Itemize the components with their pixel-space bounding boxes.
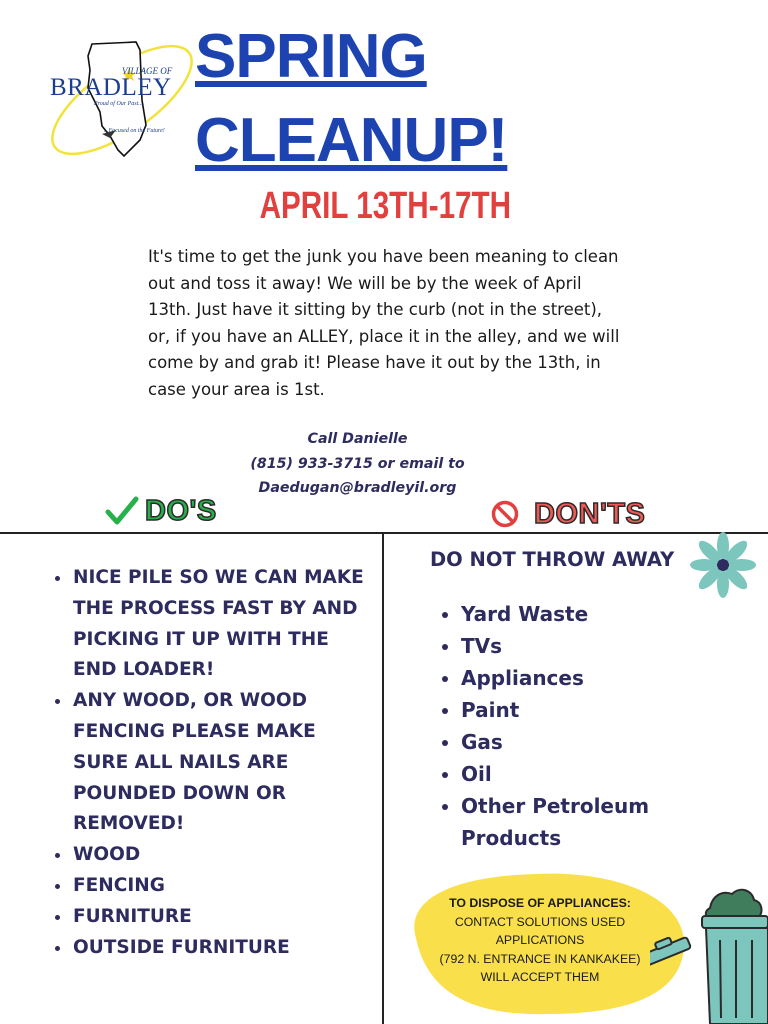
list-item: • Paint: [461, 694, 721, 726]
prohibited-icon: [490, 499, 520, 529]
list-item: • OUTSIDE FURNITURE: [72, 933, 377, 964]
flower-icon: [688, 530, 758, 600]
appliance-note-line: (792 N. ENTRANCE IN KANKAKEE): [439, 951, 641, 966]
contact-block: [230, 427, 485, 501]
title-line-2: CLEANUP!: [195, 106, 508, 175]
horizontal-divider: [0, 532, 768, 534]
logo-tagline-top: Proud of Our Past...: [94, 101, 143, 107]
intro-paragraph: It's time to get the junk you have been meaning to clean out and toss it away! We will be by the week of April 13th. Just have it sitting by the curb (not in the street), or, if you have an ALLEY, place it in the alley, and we will come by and grab it! Please have it out by the 13th, in case your area is 1st.: [148, 247, 620, 399]
list-item: • TVs: [461, 630, 721, 662]
contact-email[interactable]: Daedugan@bradleyil.org: [258, 480, 457, 496]
title-line-1: SPRING: [195, 22, 427, 91]
donts-heading-text: DON'TS: [534, 497, 646, 530]
list-item: • FENCING: [72, 871, 377, 902]
list-item: • Appliances: [461, 662, 721, 694]
list-item: • ANY WOOD, OR WOOD FENCING PLEASE MAKE SURE ALL NAILS ARE POUNDED DOWN OR REMOVED!: [72, 686, 377, 840]
logo-tagline-bottom: ...Focused on the Future!: [104, 128, 165, 134]
appliance-note-title: TO DISPOSE OF APPLIANCES:: [449, 896, 631, 910]
list-item: • Yard Waste: [461, 598, 721, 630]
appliance-note-line: APPLICATIONS: [495, 933, 585, 948]
vertical-divider: [382, 532, 384, 1024]
dos-list: [44, 563, 377, 963]
donts-list: [436, 598, 721, 854]
dos-heading: [105, 493, 217, 529]
logo-name: BRADLEY: [50, 74, 172, 101]
list-item: • NICE PILE SO WE CAN MAKE THE PROCESS FAST BY AND PICKING IT UP WITH THE END LOADER!: [72, 563, 377, 686]
appliance-note-line: CONTACT SOLUTIONS USED: [454, 914, 626, 929]
list-item: • Oil: [461, 758, 721, 790]
trash-can-icon: [650, 884, 768, 1024]
list-item: • FURNITURE: [72, 902, 377, 933]
contact-phone: (815) 933-3715 or email to: [250, 455, 465, 472]
appliance-note: [420, 894, 660, 987]
appliance-note-line: WILL ACCEPT THEM: [480, 970, 600, 985]
list-item: • WOOD: [72, 840, 377, 871]
checkmark-icon: [105, 496, 139, 526]
list-item: • Gas: [461, 726, 721, 758]
event-dates: APRIL 13TH-17TH: [259, 185, 512, 227]
dos-heading-text: DO'S: [145, 494, 217, 527]
dont-subheading: DO NOT THROW AWAY: [430, 548, 675, 571]
list-item: • Other Petroleum Products: [461, 790, 721, 854]
contact-name: Call Danielle: [307, 431, 408, 447]
logo-village-text: VILLAGE OF: [122, 66, 173, 76]
donts-heading: [490, 496, 645, 532]
village-logo: [44, 30, 194, 160]
